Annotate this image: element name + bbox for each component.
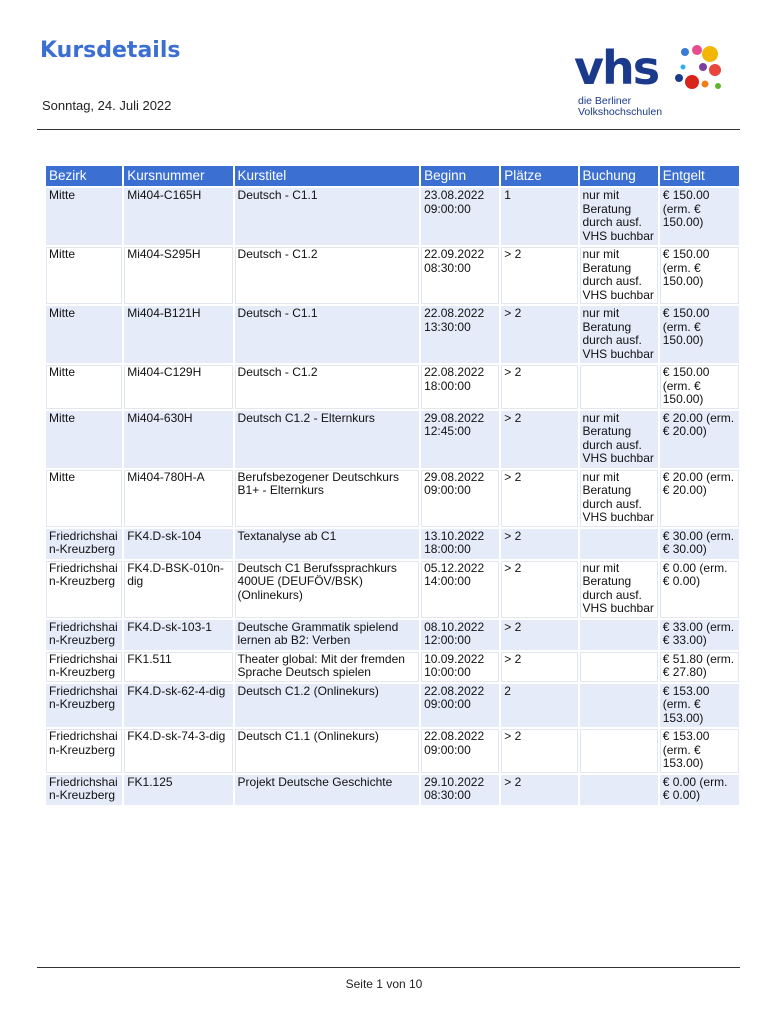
table-row bbox=[46, 529, 739, 559]
footer-divider bbox=[37, 967, 740, 968]
cell-buchung: nur mit Beratung durch ausf. VHS buchbar bbox=[580, 561, 658, 618]
vhs-logo-graphic bbox=[572, 40, 732, 100]
cell-kurstitel: Deutsch C1.1 (Onlinekurs) bbox=[235, 729, 420, 773]
table-row bbox=[46, 188, 739, 245]
cell-kursnummer: FK4.D-sk-62-4-dig bbox=[124, 684, 232, 728]
cell-kurstitel: Deutsch C1 Berufssprachkurs 400UE (DEUFÖV/BSK) (Onlinekurs) bbox=[235, 561, 420, 618]
cell-beginn: 22.08.2022 13:30:00 bbox=[421, 306, 499, 363]
cell-beginn: 10.09.2022 10:00:00 bbox=[421, 652, 499, 682]
cell-entgelt: € 20.00 (erm. € 20.00) bbox=[660, 411, 739, 468]
cell-bezirk: Friedrichshai n-Kreuzberg bbox=[46, 561, 122, 618]
logo-caption-line2: Volkshochschulen bbox=[578, 106, 663, 118]
cell-plaetze: > 2 bbox=[501, 365, 577, 409]
column-header: Kursnummer bbox=[124, 166, 232, 186]
cell-kursnummer: FK4.D-BSK-010n-dig bbox=[124, 561, 232, 618]
cell-kursnummer: FK4.D-sk-103-1 bbox=[124, 620, 232, 650]
logo-caption-line1: die Berliner bbox=[578, 95, 632, 107]
cell-kurstitel: Textanalyse ab C1 bbox=[235, 529, 420, 559]
cell-entgelt: € 33.00 (erm. € 33.00) bbox=[660, 620, 739, 650]
cell-bezirk: Mitte bbox=[46, 188, 122, 245]
cell-entgelt: € 153.00 (erm. € 153.00) bbox=[660, 729, 739, 773]
cell-entgelt: € 150.00 (erm. € 150.00) bbox=[660, 306, 739, 363]
table-row bbox=[46, 652, 739, 682]
cell-entgelt: € 153.00 (erm. € 153.00) bbox=[660, 684, 739, 728]
cell-bezirk: Friedrichshai n-Kreuzberg bbox=[46, 729, 122, 773]
table-row bbox=[46, 561, 739, 618]
cell-buchung: nur mit Beratung durch ausf. VHS buchbar bbox=[580, 411, 658, 468]
column-header: Buchung bbox=[580, 166, 658, 186]
column-header: Kurstitel bbox=[235, 166, 420, 186]
cell-entgelt: € 0.00 (erm. € 0.00) bbox=[660, 561, 739, 618]
cell-plaetze: > 2 bbox=[501, 652, 577, 682]
cell-plaetze: 2 bbox=[501, 684, 577, 728]
cell-bezirk: Mitte bbox=[46, 365, 122, 409]
report-date: Sonntag, 24. Juli 2022 bbox=[42, 98, 172, 113]
column-header: Plätze bbox=[501, 166, 577, 186]
cell-entgelt: € 30.00 (erm. € 30.00) bbox=[660, 529, 739, 559]
cell-beginn: 08.10.2022 12:00:00 bbox=[421, 620, 499, 650]
cell-kursnummer: Mi404-C165H bbox=[124, 188, 232, 245]
cell-buchung bbox=[580, 775, 658, 805]
table-row bbox=[46, 620, 739, 650]
cell-plaetze: > 2 bbox=[501, 470, 577, 527]
cell-beginn: 22.08.2022 09:00:00 bbox=[421, 729, 499, 773]
cell-beginn: 22.08.2022 09:00:00 bbox=[421, 684, 499, 728]
table-row bbox=[46, 684, 739, 728]
cell-bezirk: Friedrichshai n-Kreuzberg bbox=[46, 529, 122, 559]
column-header: Entgelt bbox=[660, 166, 739, 186]
cell-entgelt: € 0.00 (erm. € 0.00) bbox=[660, 775, 739, 805]
table-header-row bbox=[46, 166, 739, 186]
cell-bezirk: Friedrichshai n-Kreuzberg bbox=[46, 684, 122, 728]
table-row bbox=[46, 411, 739, 468]
cell-kursnummer: FK1.125 bbox=[124, 775, 232, 805]
cell-kursnummer: FK4.D-sk-74-3-dig bbox=[124, 729, 232, 773]
cell-buchung bbox=[580, 529, 658, 559]
cell-kursnummer: FK4.D-sk-104 bbox=[124, 529, 232, 559]
table-row bbox=[46, 365, 739, 409]
table-row bbox=[46, 247, 739, 304]
cell-kurstitel: Projekt Deutsche Geschichte bbox=[235, 775, 420, 805]
cell-kursnummer: Mi404-S295H bbox=[124, 247, 232, 304]
cell-beginn: 29.08.2022 09:00:00 bbox=[421, 470, 499, 527]
cell-kurstitel: Deutsche Grammatik spielend lernen ab B2: Verben bbox=[235, 620, 420, 650]
cell-bezirk: Mitte bbox=[46, 411, 122, 468]
cell-kurstitel: Deutsch - C1.1 bbox=[235, 306, 420, 363]
cell-kursnummer: FK1.511 bbox=[124, 652, 232, 682]
cell-kursnummer: Mi404-C129H bbox=[124, 365, 232, 409]
cell-beginn: 13.10.2022 18:00:00 bbox=[421, 529, 499, 559]
column-header: Bezirk bbox=[46, 166, 122, 186]
column-header: Beginn bbox=[421, 166, 499, 186]
logo-wordmark: vhs bbox=[574, 41, 659, 95]
cell-plaetze: > 2 bbox=[501, 529, 577, 559]
cell-kurstitel: Berufsbezogener Deutschkurs B1+ - Elternkurs bbox=[235, 470, 420, 527]
cell-buchung: nur mit Beratung durch ausf. VHS buchbar bbox=[580, 470, 658, 527]
cell-plaetze: > 2 bbox=[501, 620, 577, 650]
cell-plaetze: 1 bbox=[501, 188, 577, 245]
cell-bezirk: Mitte bbox=[46, 306, 122, 363]
page-title: Kursdetails bbox=[40, 38, 181, 63]
table-row bbox=[46, 470, 739, 527]
cell-kurstitel: Deutsch C1.2 (Onlinekurs) bbox=[235, 684, 420, 728]
cell-buchung: nur mit Beratung durch ausf. VHS buchbar bbox=[580, 188, 658, 245]
cell-kurstitel: Deutsch - C1.1 bbox=[235, 188, 420, 245]
cell-plaetze: > 2 bbox=[501, 775, 577, 805]
course-table bbox=[44, 164, 741, 807]
table-row bbox=[46, 306, 739, 363]
cell-entgelt: € 150.00 (erm. € 150.00) bbox=[660, 365, 739, 409]
cell-buchung bbox=[580, 365, 658, 409]
table-row bbox=[46, 775, 739, 805]
cell-beginn: 22.08.2022 18:00:00 bbox=[421, 365, 499, 409]
cell-kurstitel: Theater global: Mit der fremden Sprache Deutsch spielen bbox=[235, 652, 420, 682]
cell-buchung bbox=[580, 620, 658, 650]
cell-bezirk: Mitte bbox=[46, 247, 122, 304]
page-number: Seite 1 von 10 bbox=[345, 977, 423, 991]
cell-beginn: 29.10.2022 08:30:00 bbox=[421, 775, 499, 805]
cell-entgelt: € 150.00 (erm. € 150.00) bbox=[660, 247, 739, 304]
cell-bezirk: Friedrichshai n-Kreuzberg bbox=[46, 620, 122, 650]
cell-buchung bbox=[580, 729, 658, 773]
cell-bezirk: Friedrichshai n-Kreuzberg bbox=[46, 775, 122, 805]
cell-kurstitel: Deutsch - C1.2 bbox=[235, 247, 420, 304]
table-body bbox=[46, 188, 739, 805]
cell-kursnummer: Mi404-B121H bbox=[124, 306, 232, 363]
vhs-logo bbox=[572, 40, 732, 122]
cell-beginn: 29.08.2022 12:45:00 bbox=[421, 411, 499, 468]
cell-plaetze: > 2 bbox=[501, 729, 577, 773]
cell-entgelt: € 150.00 (erm. € 150.00) bbox=[660, 188, 739, 245]
cell-plaetze: > 2 bbox=[501, 306, 577, 363]
cell-buchung bbox=[580, 684, 658, 728]
cell-kurstitel: Deutsch - C1.2 bbox=[235, 365, 420, 409]
header-divider bbox=[37, 129, 740, 130]
cell-buchung bbox=[580, 652, 658, 682]
cell-beginn: 23.08.2022 09:00:00 bbox=[421, 188, 499, 245]
cell-entgelt: € 51.80 (erm. € 27.80) bbox=[660, 652, 739, 682]
cell-kursnummer: Mi404-630H bbox=[124, 411, 232, 468]
cell-beginn: 05.12.2022 14:00:00 bbox=[421, 561, 499, 618]
cell-bezirk: Friedrichshai n-Kreuzberg bbox=[46, 652, 122, 682]
cell-buchung: nur mit Beratung durch ausf. VHS buchbar bbox=[580, 306, 658, 363]
cell-buchung: nur mit Beratung durch ausf. VHS buchbar bbox=[580, 247, 658, 304]
cell-plaetze: > 2 bbox=[501, 561, 577, 618]
cell-bezirk: Mitte bbox=[46, 470, 122, 527]
cell-entgelt: € 20.00 (erm. € 20.00) bbox=[660, 470, 739, 527]
cell-kursnummer: Mi404-780H-A bbox=[124, 470, 232, 527]
table-row bbox=[46, 729, 739, 773]
cell-plaetze: > 2 bbox=[501, 411, 577, 468]
logo-caption bbox=[578, 96, 662, 118]
cell-plaetze: > 2 bbox=[501, 247, 577, 304]
cell-kurstitel: Deutsch C1.2 - Elternkurs bbox=[235, 411, 420, 468]
cell-beginn: 22.09.2022 08:30:00 bbox=[421, 247, 499, 304]
